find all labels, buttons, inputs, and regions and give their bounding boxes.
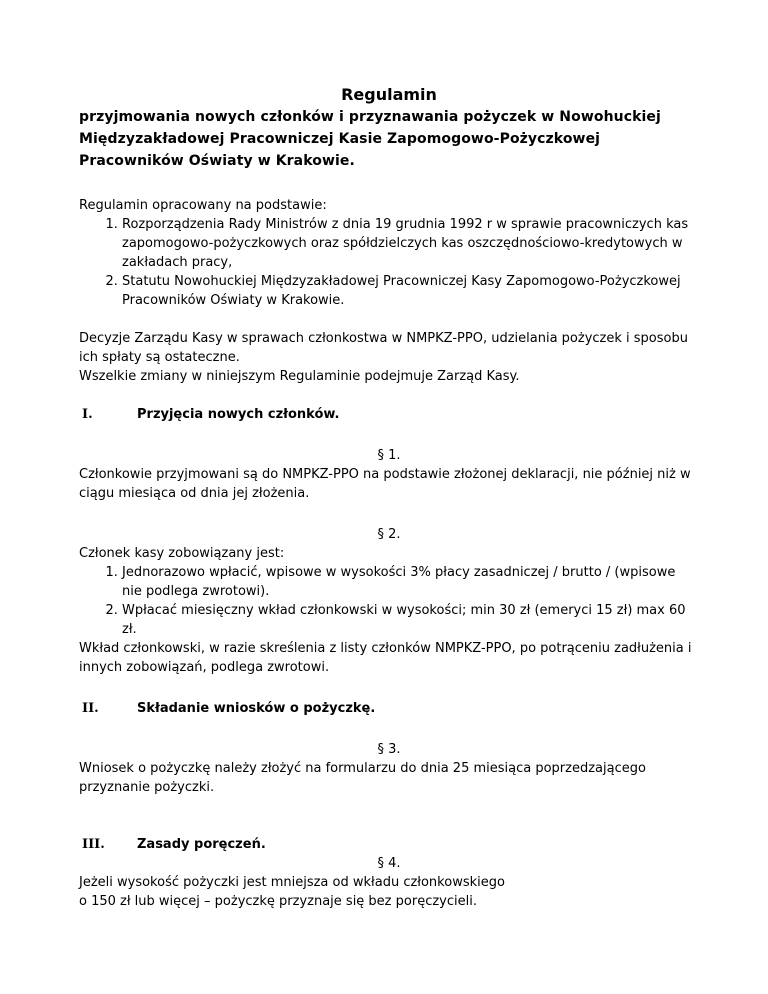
paragraph-text: Wkład członkowski, w razie skreślenia z listy członków NMPKZ-PPO, po potrąceniu zadłużenia i innych zobowiązań, podlega zwrotowi. (79, 641, 692, 675)
section-title: Zasady poręczeń. (137, 837, 266, 852)
paragraph-text-line: Jeżeli wysokość pożyczki jest mniejsza od wkładu członkowskiego (79, 875, 505, 890)
obligations-list (79, 563, 699, 639)
obligation-item: 1. Jednorazowo wpłacić, wpisowe w wysokości 3% płacy zasadniczej / brutto / (wpisowe nie podlega zwrotowi). (122, 563, 699, 601)
intro-list (79, 215, 699, 310)
section-number: I. (82, 407, 93, 422)
section-heading-2 (79, 699, 699, 718)
paragraph-text: Wniosek o pożyczkę należy złożyć na formularzu do dnia 25 miesiąca poprzedzającego przyznanie pożyczki. (79, 761, 646, 795)
section-heading-1 (79, 405, 699, 424)
paragraph-text: Członkowie przyjmowani są do NMPKZ-PPO na podstawie złożonej deklaracji, nie później niż w ciągu miesiąca od dnia jej złożenia. (79, 467, 691, 501)
section-heading-3 (79, 835, 699, 854)
paragraph-mark: § 1. (377, 448, 401, 463)
document-subtitle (79, 106, 699, 172)
obligation-item: 2. Wpłacać miesięczny wkład członkowski w wysokości; min 30 zł (emeryci 15 zł) max 60 zł. (122, 601, 699, 639)
paragraph-mark: § 3. (377, 742, 401, 757)
paragraph-lead: Członek kasy zobowiązany jest: (79, 546, 285, 561)
decision-text: Decyzje Zarządu Kasy w sprawach członkostwa w NMPKZ-PPO, udzielania pożyczek i sposobu ich spłaty są ostateczne. (79, 331, 688, 365)
paragraph-mark: § 4. (377, 856, 401, 871)
intro-item: 1. Rozporządzenia Rady Ministrów z dnia 19 grudnia 1992 r w sprawie pracowniczych kas zapomogowo-pożyczkowych oraz spółdzielczych kas oszczędnościowo-kredytowych w zakładach pracy, (122, 215, 699, 272)
subtitle-line: przyjmowania nowych członków i przyznawania pożyczek w Nowohuckiej (79, 109, 661, 125)
section-title: Przyjęcia nowych członków. (137, 407, 340, 422)
paragraph-mark: § 2. (377, 527, 401, 542)
paragraph-text-line: o 150 zł lub więcej – pożyczkę przyznaje się bez poręczycieli. (79, 894, 477, 909)
decision-text: Wszelkie zmiany w niniejszym Regulaminie podejmuje Zarząd Kasy. (79, 369, 520, 384)
section-number: II. (82, 701, 99, 716)
subtitle-line: Międzyzakładowej Pracowniczej Kasie Zapomogowo-Pożyczkowej (79, 131, 601, 147)
document-title: Regulamin (341, 85, 437, 104)
section-title: Składanie wniosków o pożyczkę. (137, 701, 376, 716)
document-page (79, 84, 699, 911)
subtitle-line: Pracowników Oświaty w Krakowie. (79, 153, 355, 169)
intro-lead: Regulamin opracowany na podstawie: (79, 198, 327, 213)
intro-item: 2. Statutu Nowohuckiej Międzyzakładowej Pracowniczej Kasy Zapomogowo-Pożyczkowej Pracowników Oświaty w Krakowie. (122, 272, 699, 310)
section-number: III. (82, 837, 105, 852)
